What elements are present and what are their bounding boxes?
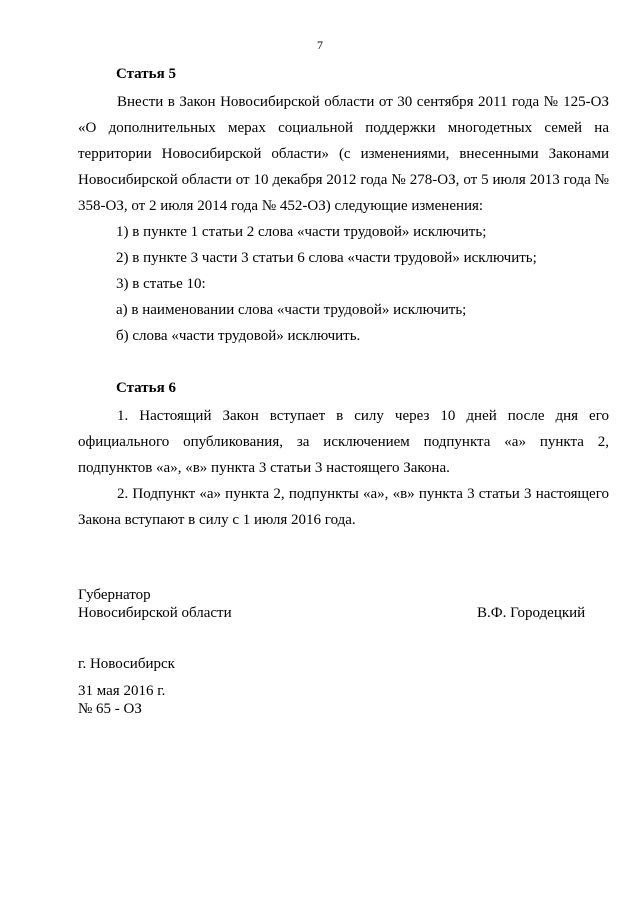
article-5-item-2: 2) в пункте 3 части 3 статьи 6 слова «части трудовой» исключить; xyxy=(116,250,537,266)
signatory-name: В.Ф. Городецкий xyxy=(477,605,586,621)
article-5-intro: Внести в Закон Новосибирской области от 30 сентября 2011 года № 125-ОЗ «О дополнительных мерах социальной поддержки многодетных семей на территории Новосибирской области» (с изменениями, внесенными Законами Новосибирской области от 10 декабря 2012 года № 278-ОЗ, от 5 июля 2013 года № 358-ОЗ, от 2 июля 2014 года № 452-ОЗ) следующие изменения: xyxy=(78,94,609,214)
article-6-paragraph-2: 2. Подпункт «а» пункта 2, подпункты «а», «в» пункта 3 статьи 3 настоящего Закона вступают в силу с 1 июля 2016 года. xyxy=(78,486,609,528)
page-number: 7 xyxy=(317,38,323,52)
article-5-item-3b: б) слова «части трудовой» исключить. xyxy=(116,328,361,344)
article-5-heading: Статья 5 xyxy=(116,66,176,82)
law-date: 31 мая 2016 г. xyxy=(78,683,166,699)
law-number: № 65 - ОЗ xyxy=(78,701,142,717)
article-6-paragraph-1: 1. Настоящий Закон вступает в силу через 10 дней после дня его официального опубликования, за исключением подпункта «а» пункта 2, подпунктов «а», «в» пункта 3 статьи 3 настоящего Закона. xyxy=(78,408,609,476)
article-5-item-1: 1) в пункте 1 статьи 2 слова «части трудовой» исключить; xyxy=(116,224,487,240)
signatory-title-line-1: Губернатор xyxy=(78,587,151,603)
signatory-title-line-2: Новосибирской области xyxy=(78,605,232,621)
article-6-heading: Статья 6 xyxy=(116,380,176,396)
article-5-item-3: 3) в статье 10: xyxy=(116,276,206,292)
city: г. Новосибирск xyxy=(78,656,175,672)
article-5-item-3a: а) в наименовании слова «части трудовой» исключить; xyxy=(116,302,467,318)
